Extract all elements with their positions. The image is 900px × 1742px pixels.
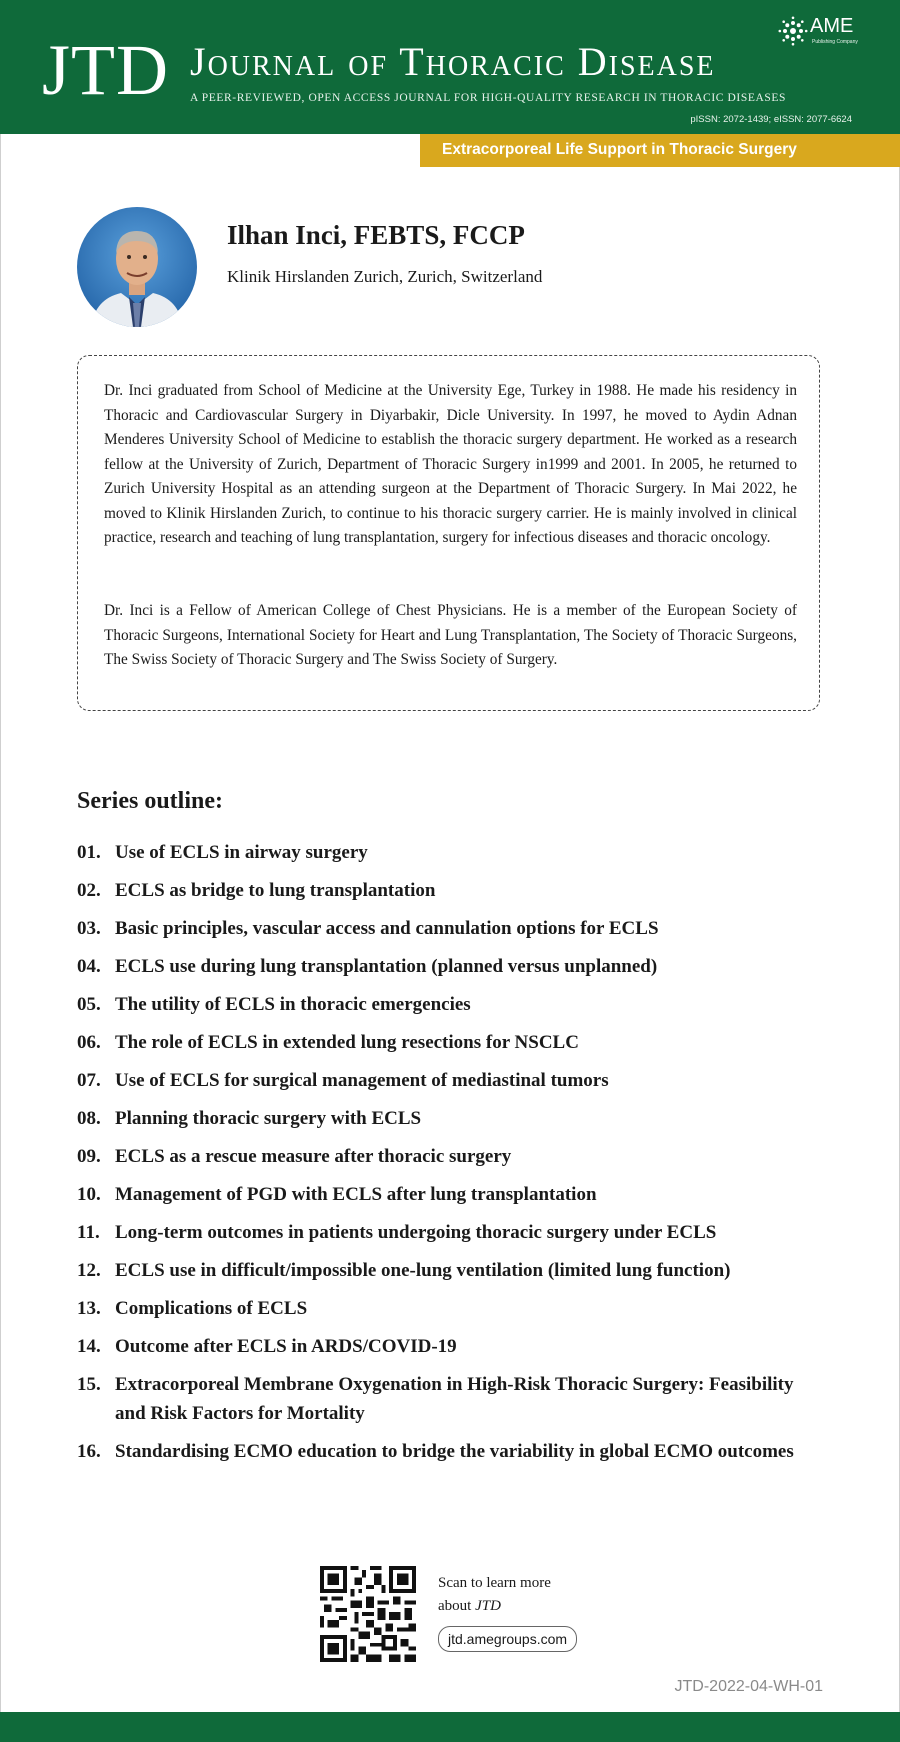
outline-item-text: Outcome after ECLS in ARDS/COVID-19 [115,1336,457,1357]
journal-logo[interactable]: JTD [42,30,169,110]
scan-line [438,1595,551,1618]
bio-paragraph: Dr. Inci graduated from School of Medicine at the University Ege, Turkey in 1988. He made his residency in Thoracic and Cardiovascular Surgery in Diyarbakir, Dicle University. In 1997, he moved to Aydin Adnan Menderes University School of Medicine to establish the thoracic surgery department. He worked as a research fellow at the University of Zurich, Department of Thoracic Surgery in1999 and 2001. In 2005, he returned to Zurich University Hospital as an attending surgeon at the Department of Thoracic Surgery. In Mai 2022, he moved to Klinik Hirslanden Zurich, to continue to his thoracic surgery carrier. He is mainly involved in clinical practice, research and teaching of lung transplantation, surgery for infectious diseases and thoracic oncology. [104,382,797,546]
outline-item [77,1142,827,1171]
outline-item-text: Basic principles, vascular access and cannulation options for ECLS [115,918,659,939]
journal-subtitle: A PEER-REVIEWED, OPEN ACCESS JOURNAL FOR HIGH-QUALITY RESEARCH IN THORACIC DISEASES [190,92,786,104]
outline-item [77,838,827,867]
outline-item-text: Long-term outcomes in patients undergoing thoracic surgery under ECLS [115,1222,717,1243]
outline-item-number: 06. [77,1032,101,1053]
scan-caption [438,1572,551,1618]
outline-item [77,1332,827,1361]
outline-item [77,1028,827,1057]
outline-item-number: 12. [77,1260,101,1281]
series-banner [420,134,900,167]
outline-item [77,990,827,1019]
scan-journal: JTD [475,1598,501,1614]
outline-item-number: 04. [77,956,101,977]
outline-item-text: Standardising ECMO education to bridge the variability in global ECMO outcomes [115,1441,794,1462]
outline-item-text: Extracorporeal Membrane Oxygenation in High-Risk Thoracic Surgery: Feasibility and Risk Factors for Mortality [115,1374,794,1424]
outline-item-text: Use of ECLS in airway surgery [115,842,368,863]
outline-item [77,952,827,981]
outline-item-text: Complications of ECLS [115,1298,308,1319]
outline-item-number: 10. [77,1184,101,1205]
outline-item-number: 15. [77,1374,101,1395]
outline-item-number: 13. [77,1298,101,1319]
bio-box [77,355,820,711]
scan-prefix: about [438,1598,476,1614]
outline-item-text: The role of ECLS in extended lung resections for NSCLC [115,1032,579,1053]
document-code: JTD-2022-04-WH-01 [674,1678,823,1695]
publisher-logo[interactable] [778,14,868,50]
outline-item [77,1218,827,1247]
outline-item-text: The utility of ECLS in thoracic emergencies [115,994,471,1015]
bio-paragraph: Dr. Inci is a Fellow of American College of Chest Physicians. He is a member of the European Society of Thoracic Surgeons, International Society for Heart and Lung Transplantation, The Society of Thoracic Surgeons, The Swiss Society of Thoracic Surgery and The Swiss Society of Surgery. [104,602,797,668]
outline-item-number: 03. [77,918,101,939]
outline-item-number: 08. [77,1108,101,1129]
outline-item [77,1294,827,1323]
qr-code[interactable] [320,1566,416,1662]
outline-item [77,1066,827,1095]
outline-item-text: Planning thoracic surgery with ECLS [115,1108,422,1129]
outline-item [77,914,827,943]
series-title: Extracorporeal Life Support in Thoracic Surgery [442,141,797,158]
outline-item [77,1437,827,1466]
outline-list [77,838,827,1466]
journal-title: Journal of Thoracic Disease [190,39,716,84]
outline-item-number: 05. [77,994,101,1015]
editor-portrait-image [77,207,197,327]
outline-title: Series outline: [77,788,223,814]
outline-item-number: 07. [77,1070,101,1091]
outline-item-text: ECLS as a rescue measure after thoracic surgery [115,1146,512,1167]
scan-line: Scan to learn more [438,1575,551,1591]
outline-item-text: ECLS use during lung transplantation (planned versus unplanned) [115,956,658,977]
publisher-tagline: Publishing Company [812,39,858,45]
outline-item-number: 11. [77,1222,100,1243]
editor-name: Ilhan Inci, FEBTS, FCCP [227,220,525,250]
outline-item [77,1180,827,1209]
editor-affiliation: Klinik Hirslanden Zurich, Zurich, Switzerland [227,267,543,286]
outline-item-number: 14. [77,1336,101,1357]
outline-item [77,876,827,905]
outline-item-text: ECLS use in difficult/impossible one-lung ventilation (limited lung function) [115,1260,731,1281]
outline-item-number: 01. [77,842,101,863]
outline-item [77,1370,827,1428]
journal-header [0,0,900,134]
outline-item-number: 02. [77,880,101,901]
outline-item-text: ECLS as bridge to lung transplantation [115,880,436,901]
outline-item-text: Management of PGD with ECLS after lung transplantation [115,1184,597,1205]
journal-url-link[interactable]: jtd.amegroups.com [438,1626,577,1652]
editor-photo [77,207,197,327]
issn-text: pISSN: 2072-1439; eISSN: 2077-6624 [690,114,852,125]
outline-item-text: Use of ECLS for surgical management of mediastinal tumors [115,1070,609,1091]
outline-item [77,1104,827,1133]
outline-item-number: 09. [77,1146,101,1167]
footer-bar [0,1712,900,1742]
ame-dots-icon [778,16,808,46]
outline-item-number: 16. [77,1441,101,1462]
outline-item [77,1256,827,1285]
publisher-name: AME [810,15,854,37]
